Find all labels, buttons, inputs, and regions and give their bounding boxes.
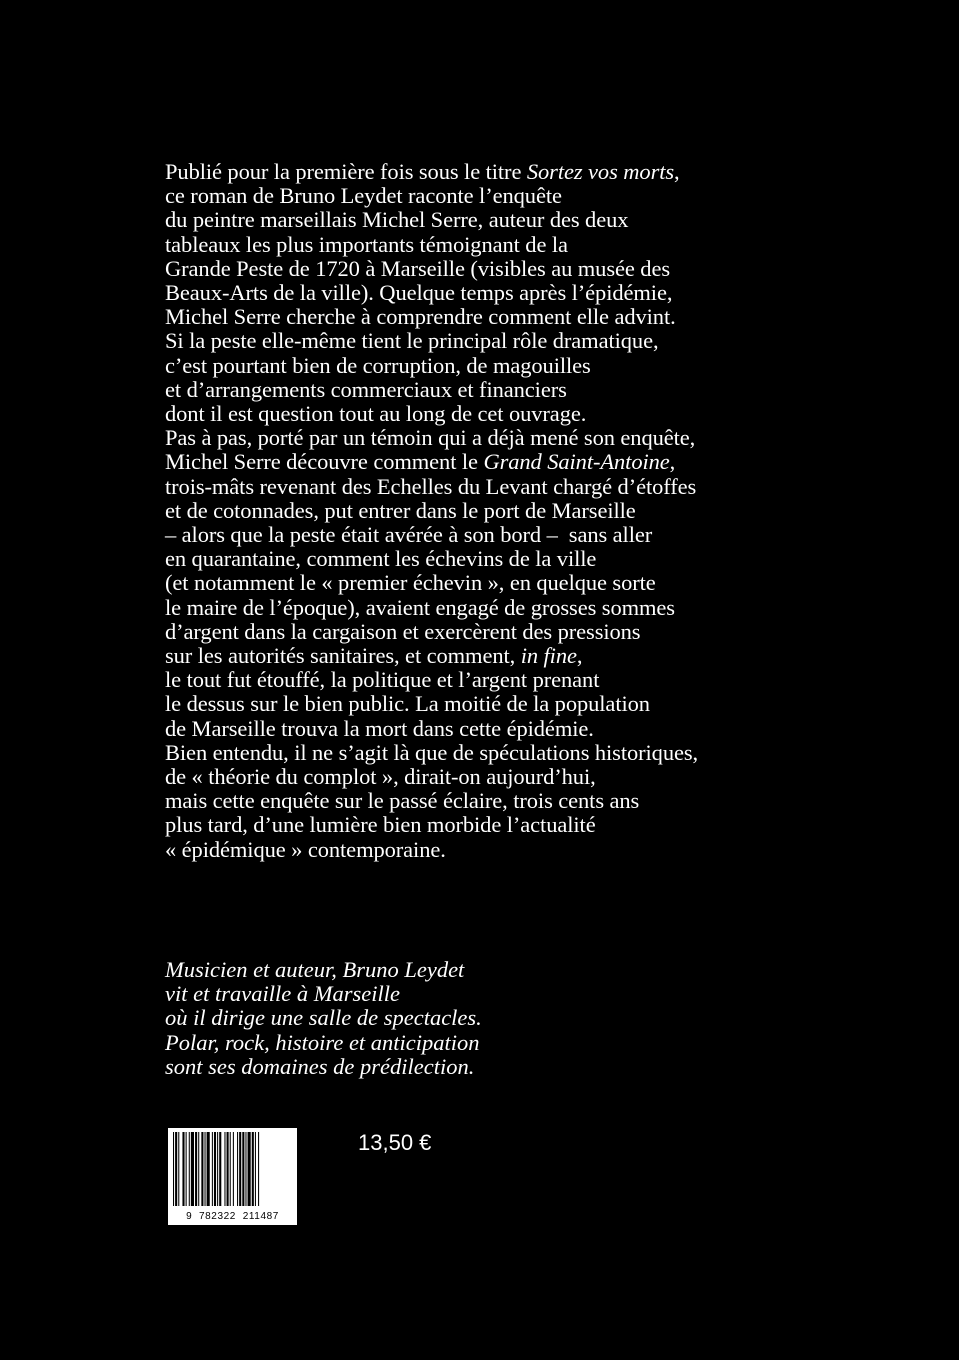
blurb-line: d’argent dans la cargaison et exercèrent des pressions	[165, 618, 641, 644]
blurb-line: c’est pourtant bien de corruption, de magouilles	[165, 352, 591, 378]
barcode-bar	[201, 1132, 203, 1206]
blurb-line: en quarantaine, comment les échevins de la ville	[165, 546, 597, 572]
barcode-bar	[173, 1132, 174, 1206]
barcode-bar	[258, 1132, 259, 1206]
author-bio-line: Musicien et auteur, Bruno Leydet	[165, 957, 465, 982]
blurb-line: Publié pour la première fois sous le titre Sortez vos morts,	[165, 159, 680, 184]
barcode-bar	[214, 1132, 216, 1206]
barcode-bar	[205, 1132, 206, 1206]
blurb-line: – alors que la peste était avérée à son bord – sans aller	[165, 522, 653, 548]
barcode-bar	[212, 1132, 213, 1206]
barcode-bar	[233, 1132, 234, 1206]
barcode-bar	[182, 1132, 184, 1206]
author-bio	[165, 958, 865, 1079]
isbn-digits: 9 782322 211487	[186, 1211, 279, 1222]
blurb-line: Beaux-Arts de la ville). Quelque temps après l’épidémie,	[165, 280, 673, 306]
barcode-bar	[242, 1132, 244, 1206]
barcode-bar	[217, 1132, 218, 1206]
barcode-bar	[191, 1132, 194, 1206]
blurb-line: trois-mâts revenant des Echelles du Levant chargé d’étoffes	[165, 473, 697, 499]
blurb-line: du peintre marseillais Michel Serre, auteur des deux	[165, 207, 629, 233]
blurb-line: de Marseille trouva la mort dans cette épidémie.	[165, 715, 594, 741]
blurb-text	[165, 160, 865, 862]
blurb-line: Michel Serre découvre comment le Grand Saint-Antoine,	[165, 449, 676, 475]
barcode-bar	[186, 1132, 187, 1206]
blurb-line: tableaux les plus importants témoignant de la	[165, 231, 568, 257]
barcode-bar	[195, 1132, 197, 1206]
barcode-bar	[245, 1132, 246, 1206]
blurb-line: ce roman de Bruno Leydet raconte l’enquête	[165, 183, 562, 209]
blurb-line: le dessus sur le bien public. La moitié de la population	[165, 691, 650, 717]
blurb-line: « épidémique » contemporaine.	[165, 836, 446, 862]
blurb-line: Grande Peste de 1720 à Marseille (visibles au musée des	[165, 255, 670, 281]
author-bio-line: où il dirige une salle de spectacles.	[165, 1005, 482, 1031]
barcode-bar	[207, 1132, 210, 1206]
barcode-bar	[175, 1132, 177, 1206]
blurb-line: dont il est question tout au long de cet ouvrage.	[165, 401, 587, 427]
author-bio-line: sont ses domaines de prédilection.	[165, 1053, 475, 1079]
author-bio-line: vit et travaille à Marseille	[165, 981, 400, 1007]
blurb-line: mais cette enquête sur le passé éclaire, trois cents ans	[165, 788, 640, 814]
barcode-bar	[189, 1132, 190, 1206]
blurb-line: de « théorie du complot », dirait-on aujourd’hui,	[165, 764, 596, 790]
barcode-bar	[237, 1132, 238, 1206]
barcode-bar	[198, 1132, 199, 1206]
barcode-bar	[239, 1132, 241, 1206]
barcode-bars-icon	[169, 1129, 296, 1209]
barcode-bar	[248, 1132, 251, 1206]
book-original-title: Sortez vos morts	[526, 159, 675, 184]
blurb-line: et de cotonnades, put entrer dans le port de Marseille	[165, 497, 636, 523]
blurb-line: plus tard, d’une lumière bien morbide l’actualité	[165, 812, 596, 838]
blurb-line: Pas à pas, porté par un témoin qui a déjà mené son enquête,	[165, 425, 696, 451]
blurb-line: le maire de l’époque), avaient engagé de grosses sommes	[165, 594, 675, 620]
barcode-bar	[227, 1132, 229, 1206]
latin-phrase: in fine	[520, 643, 577, 669]
author-bio-line: Polar, rock, histoire et anticipation	[165, 1029, 480, 1055]
barcode-bar	[178, 1132, 179, 1206]
blurb-line: sur les autorités sanitaires, et comment, in fine,	[165, 643, 583, 669]
ship-name: Grand Saint-Antoine	[483, 449, 670, 475]
barcode-bar	[230, 1132, 231, 1206]
blurb-line: le tout fut étouffé, la politique et l’argent prenant	[165, 667, 600, 693]
barcode-bar	[255, 1132, 256, 1206]
blurb-line: et d’arrangements commerciaux et financiers	[165, 376, 567, 402]
blurb-line: (et notamment le « premier échevin », en quelque sorte	[165, 570, 656, 596]
isbn-barcode	[168, 1128, 297, 1225]
blurb-line: Bien entendu, il ne s’agit là que de spéculations historiques,	[165, 739, 699, 765]
price-label: 13,50 €	[358, 1130, 432, 1155]
barcode-bar	[219, 1132, 221, 1206]
blurb-line: Michel Serre cherche à comprendre comment elle advint.	[165, 304, 676, 330]
barcode-bar	[224, 1132, 225, 1206]
barcode-bar	[252, 1132, 254, 1206]
blurb-line: Si la peste elle-même tient le principal rôle dramatique,	[165, 328, 659, 354]
